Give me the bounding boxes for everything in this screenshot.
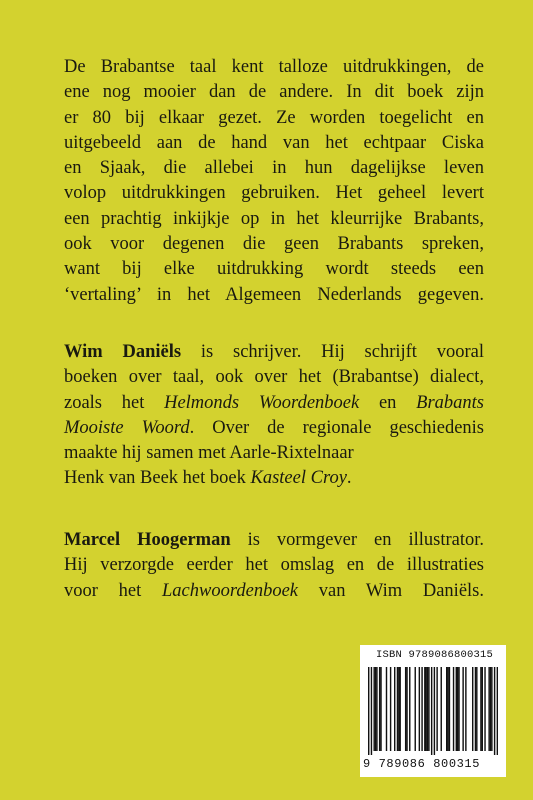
barcode-bar [386, 667, 387, 751]
text-line: uitgebeeld aan de hand van het echtpaar Ciska [64, 132, 484, 153]
barcode-bar [376, 667, 377, 751]
barcode-bar [434, 667, 435, 755]
text-line: Hij verzorgde eerder het omslag en de illustraties [64, 555, 484, 576]
text-line [64, 340, 484, 365]
text-line: want bij elke uitdrukking wordt steeds een [64, 259, 484, 280]
barcode-bar [482, 667, 483, 751]
barcode-bar [436, 667, 437, 751]
barcode-bar [475, 667, 476, 751]
text-fragment: is schrijver. Hij schrijft vooral [181, 342, 484, 362]
barcode-bar [441, 667, 442, 751]
text-fragment: . Over de regionale geschiedenis [189, 417, 484, 438]
barcode-bar [491, 667, 492, 751]
illustrator-name: Marcel Hoogerman [64, 530, 231, 550]
barcode-bar [415, 667, 416, 751]
barcode-bar [405, 667, 406, 751]
barcode-bar [431, 667, 432, 755]
barcode-bar [421, 667, 422, 751]
barcode-bar [371, 667, 372, 755]
barcode-bar [397, 667, 398, 751]
isbn-barcode [360, 645, 506, 777]
barcode-bar [427, 667, 428, 751]
text-line: er 80 bij elkaar gezet. Ze worden toegelicht en [64, 107, 484, 128]
barcode-bar [447, 667, 448, 751]
barcode-bar [453, 667, 454, 751]
barcode-bar [494, 667, 495, 755]
book-title: Helmonds Woordenboek [164, 392, 360, 413]
barcode-bar [457, 667, 458, 751]
description-paragraph [64, 55, 484, 308]
barcode-bar [488, 667, 489, 751]
text-line [64, 391, 484, 416]
text-line: ook voor degenen die geen Brabants spreken, [64, 234, 484, 255]
barcode-bar [390, 667, 391, 751]
barcode-bar [399, 667, 400, 751]
barcode-bar [409, 667, 410, 751]
text-line: een prachtig inkijkje op in het kleurrijke Brabants, [64, 208, 484, 229]
book-title: Brabants [416, 392, 484, 413]
text-line: en Sjaak, die allebei in hun dagelijkse leven [64, 158, 484, 179]
text-line: boeken over taal, ook over het (Brabantse) dialect, [64, 367, 484, 388]
barcode-bar [456, 667, 457, 751]
author-bio-paragraph [64, 340, 484, 492]
barcode-bar [428, 667, 429, 751]
author-name: Wim Daniëls [64, 342, 182, 362]
text-fragment: en [359, 392, 417, 413]
barcode-bar [484, 667, 485, 751]
text-line: maakte hij samen met Aarle-Rixtelnaar [64, 443, 354, 464]
book-title: Kasteel Croy [250, 468, 347, 489]
illustrator-bio-paragraph [64, 528, 484, 604]
book-title: Mooiste Woord [64, 417, 190, 438]
barcode-bar [424, 667, 425, 751]
barcode-bar [480, 667, 481, 751]
barcode-bar [446, 667, 447, 751]
barcode-bar [394, 667, 395, 751]
text-line [64, 528, 484, 553]
text-fragment: van Wim Daniëls. [298, 580, 484, 601]
barcode-bar [419, 667, 420, 751]
barcode-bar [462, 667, 463, 751]
text-fragment: is vormgever en illustrator. [230, 530, 484, 550]
text-line [64, 416, 484, 441]
text-fragment: voor het [64, 580, 162, 601]
isbn-label: ISBN 9789086800315 [376, 649, 494, 661]
barcode-bar [425, 667, 426, 751]
barcode-bar [368, 667, 369, 755]
text-line [64, 579, 484, 604]
text-line: De Brabantse taal kent talloze uitdrukkingen, de [64, 57, 484, 77]
book-title: Lachwoordenboek [162, 580, 298, 601]
barcode-bar [380, 667, 381, 751]
barcode-bar [375, 667, 376, 751]
barcode-bar [373, 667, 374, 751]
barcode-bar [472, 667, 473, 751]
text-fragment: Henk van Beek het boek [64, 468, 251, 489]
text-fragment: zoals het [64, 392, 165, 413]
ean-digits: 9 789086 800315 [363, 757, 481, 771]
barcode-bar [497, 667, 498, 755]
barcode-bar [465, 667, 466, 751]
barcode-bar [476, 667, 477, 751]
barcode-bar [458, 667, 459, 751]
barcode-bar [379, 667, 380, 751]
barcode-bars [368, 667, 498, 755]
text-line: ene nog mooier dan de andere. In dit boek zijn [64, 82, 484, 103]
barcode-bar [490, 667, 491, 751]
text-line [64, 466, 484, 491]
text-fragment: . [346, 468, 352, 489]
barcode-bar [398, 667, 399, 751]
barcode-bar [449, 667, 450, 751]
barcode-bar [406, 667, 407, 751]
text-line: ‘vertaling’ in het Algemeen Nederlands gegeven. [64, 284, 484, 305]
text-line: volop uitdrukkingen gebruiken. Het geheel levert [64, 183, 484, 204]
